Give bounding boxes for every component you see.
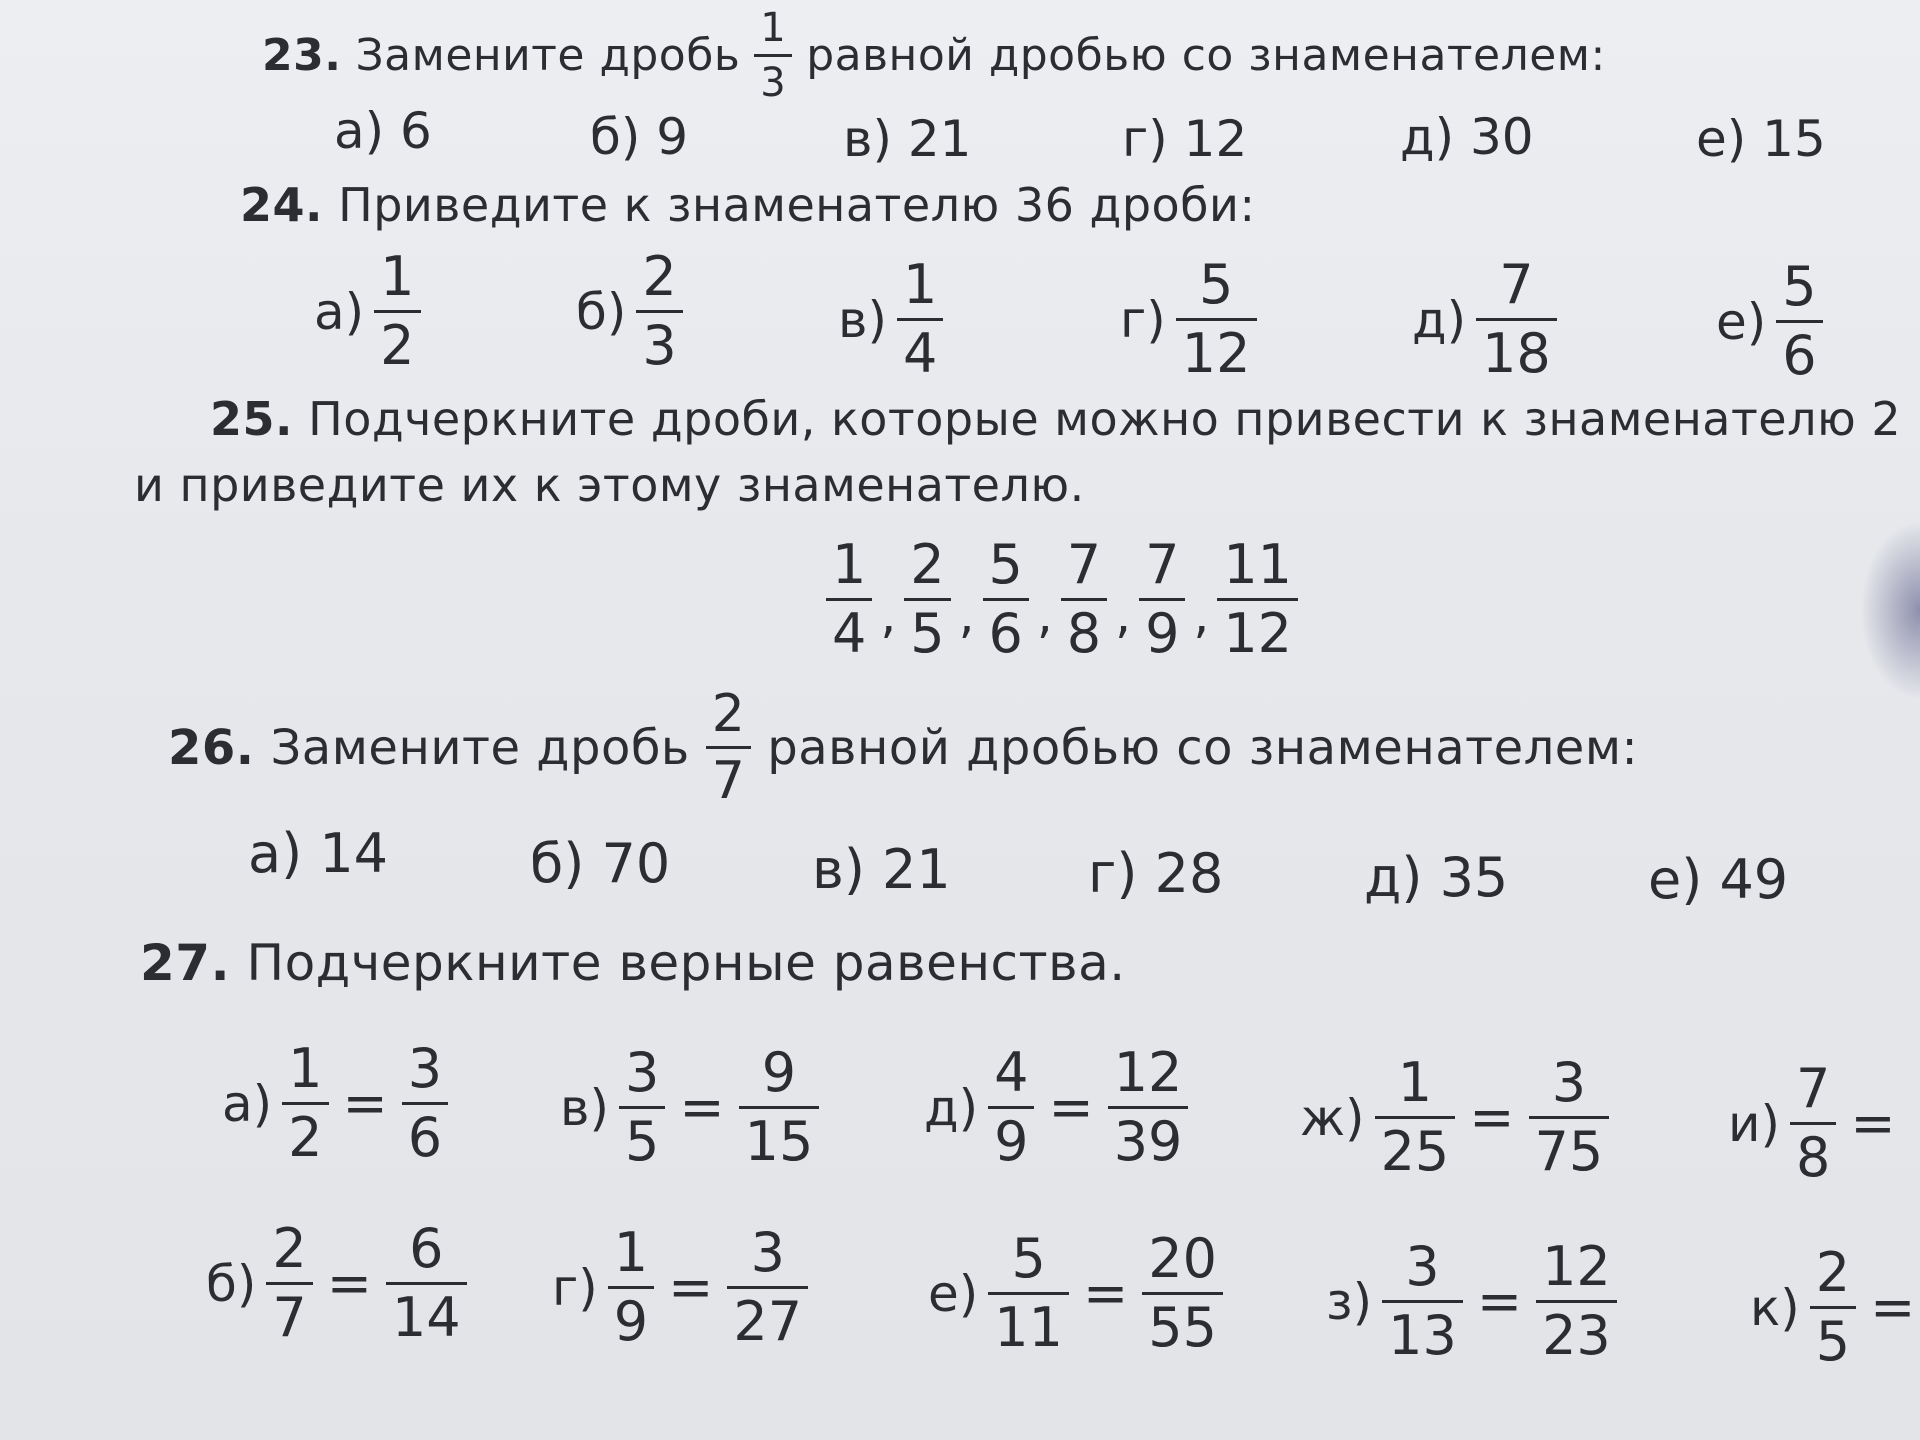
denominator: 4	[902, 322, 938, 385]
numerator: 7	[1066, 533, 1102, 596]
prompt-text: Приведите к знаменателю 36 дроби:	[338, 178, 1256, 232]
equality-item	[206, 1217, 467, 1349]
numerator: 20	[1148, 1227, 1217, 1290]
fraction-item	[1120, 253, 1257, 385]
denominator: 8	[1796, 1126, 1831, 1189]
fraction-bar	[1108, 1106, 1189, 1109]
fraction-bar	[1382, 1300, 1463, 1303]
fraction-bar	[1217, 598, 1298, 601]
denominator: 39	[1113, 1110, 1183, 1173]
numerator: 2	[1815, 1241, 1851, 1304]
fraction	[1108, 1041, 1189, 1173]
fraction-bar	[1142, 1292, 1223, 1295]
fraction	[402, 1037, 448, 1169]
fraction	[826, 533, 872, 665]
fraction	[619, 1041, 665, 1173]
fraction	[1142, 1227, 1223, 1359]
numerator: 12	[1113, 1041, 1183, 1104]
option: в) 21	[812, 838, 951, 901]
numerator: 3	[1551, 1051, 1587, 1114]
option: д) 30	[1400, 108, 1534, 166]
denominator: 6	[1782, 324, 1817, 387]
numerator: 1	[613, 1221, 649, 1284]
option: а) 14	[248, 822, 389, 885]
fraction-bar	[282, 1102, 328, 1105]
numerator: 1	[760, 5, 787, 51]
denominator: 27	[733, 1290, 803, 1353]
equality-item	[1300, 1051, 1609, 1183]
fraction-bar	[266, 1282, 312, 1285]
option: б) 70	[530, 832, 671, 895]
option: г) 12	[1122, 110, 1248, 168]
numerator: 2	[711, 684, 746, 744]
fraction	[727, 1221, 808, 1353]
fraction	[1061, 533, 1107, 665]
fraction-bar	[1176, 318, 1257, 321]
prompt-text: Подчеркните верные равенства.	[246, 934, 1126, 992]
fraction	[739, 1041, 820, 1173]
item-label: в)	[838, 290, 887, 349]
equals-sign: =	[342, 1072, 388, 1135]
numerator: 7	[1145, 533, 1180, 596]
exercise-23-prompt	[262, 5, 1606, 106]
fraction-item	[1716, 255, 1823, 387]
numerator: 9	[761, 1041, 797, 1104]
separator: ,	[880, 585, 897, 644]
numerator: 1	[288, 1037, 323, 1100]
denominator: 15	[744, 1110, 814, 1173]
fraction-item	[1412, 253, 1557, 385]
fraction	[1810, 1241, 1856, 1373]
exercise-24-prompt	[240, 178, 1255, 232]
option: а) 6	[334, 102, 432, 160]
item-label: е)	[1716, 292, 1767, 351]
fraction	[988, 1041, 1034, 1173]
equals-sign: =	[1048, 1076, 1094, 1139]
fraction-bar	[826, 598, 872, 601]
numerator: 1	[902, 253, 938, 316]
numerator: 3	[750, 1221, 785, 1284]
fraction-list	[826, 533, 1298, 665]
separator: ,	[1193, 585, 1210, 644]
item-label: и)	[1728, 1094, 1781, 1153]
fraction-bar	[754, 54, 792, 57]
equality-item	[1728, 1057, 1900, 1189]
fraction	[282, 1037, 328, 1169]
fraction	[1176, 253, 1257, 385]
fraction	[1139, 533, 1185, 665]
exercise-number: 24.	[240, 178, 323, 232]
fraction	[266, 1217, 312, 1349]
fraction-bar	[1139, 598, 1185, 601]
option: д) 35	[1364, 846, 1509, 909]
numerator: 1	[832, 533, 867, 596]
numerator: 5	[988, 533, 1023, 596]
exercise-26-prompt	[168, 684, 1639, 811]
fraction	[706, 684, 752, 811]
item-label: к)	[1750, 1278, 1800, 1337]
fraction	[904, 533, 950, 665]
numerator: 5	[1782, 255, 1817, 318]
fraction	[374, 245, 420, 377]
equals-sign: =	[1476, 1270, 1523, 1333]
fraction	[1382, 1235, 1463, 1367]
separator: ,	[958, 585, 975, 644]
denominator: 3	[642, 314, 677, 377]
equals-sign: =	[1083, 1262, 1129, 1325]
fraction	[983, 533, 1029, 665]
denominator: 3	[760, 60, 787, 106]
fraction-bar	[1790, 1122, 1836, 1125]
fraction-bar	[636, 310, 682, 313]
separator: ,	[1036, 585, 1053, 644]
equality-item	[560, 1041, 819, 1173]
denominator: 18	[1482, 322, 1551, 385]
denominator: 8	[1066, 602, 1102, 665]
fraction-bar	[988, 1106, 1034, 1109]
denominator: 7	[272, 1286, 307, 1349]
fraction-bar	[386, 1282, 467, 1285]
numerator: 3	[1405, 1235, 1440, 1298]
item-label: б)	[576, 282, 627, 341]
prompt-text: равной дробью со знаменателем:	[767, 719, 1639, 776]
fraction-bar	[739, 1106, 820, 1109]
fraction-item	[576, 245, 683, 377]
numerator: 3	[407, 1037, 443, 1100]
equals-sign: =	[326, 1252, 372, 1315]
numerator: 7	[1796, 1057, 1831, 1120]
equality-item	[1326, 1235, 1617, 1367]
denominator: 9	[1145, 602, 1180, 665]
denominator: 75	[1534, 1120, 1604, 1183]
numerator: 2	[642, 245, 677, 308]
fraction-bar	[619, 1106, 665, 1109]
equals-sign: =	[679, 1076, 725, 1139]
prompt-text: Подчеркните дроби, которые можно привести к знаменателю 2	[308, 392, 1902, 446]
option: е) 49	[1648, 848, 1789, 911]
fraction	[386, 1217, 467, 1349]
numerator: 2	[910, 533, 945, 596]
denominator: 12	[1181, 322, 1251, 385]
equality-item	[1750, 1241, 1919, 1373]
item-label: д)	[1412, 290, 1467, 349]
separator: ,	[1115, 585, 1132, 644]
denominator: 23	[1542, 1304, 1611, 1367]
fraction	[1375, 1051, 1456, 1183]
fraction	[754, 5, 792, 106]
fraction	[1536, 1235, 1617, 1367]
denominator: 55	[1148, 1296, 1217, 1359]
fraction-bar	[608, 1286, 654, 1289]
fraction	[1776, 255, 1822, 387]
prompt-text: Замените дробь	[270, 719, 690, 776]
fraction	[608, 1221, 654, 1353]
fraction-bar	[706, 746, 752, 749]
fraction-bar	[1061, 598, 1107, 601]
numerator: 4	[994, 1041, 1029, 1104]
denominator: 6	[988, 602, 1023, 665]
numerator: 5	[1011, 1227, 1046, 1290]
equality-item	[928, 1227, 1223, 1359]
denominator: 2	[288, 1106, 323, 1169]
item-label: г)	[552, 1258, 598, 1317]
fraction-bar	[904, 598, 950, 601]
fraction-bar	[727, 1286, 808, 1289]
fraction-bar	[983, 598, 1029, 601]
item-label: а)	[314, 282, 365, 341]
fraction	[1217, 533, 1298, 665]
item-label: а)	[222, 1074, 273, 1133]
numerator: 1	[1397, 1051, 1433, 1114]
denominator: 25	[1380, 1120, 1450, 1183]
item-label: д)	[924, 1078, 979, 1137]
numerator: 11	[1223, 533, 1293, 596]
fraction	[988, 1227, 1069, 1359]
numerator: 1	[380, 245, 415, 308]
option: в) 21	[843, 110, 972, 168]
numerator: 12	[1542, 1235, 1611, 1298]
equality-item	[924, 1041, 1188, 1173]
item-label: з)	[1326, 1272, 1373, 1331]
exercise-25-prompt	[210, 392, 1901, 446]
prompt-text: Замените дробь	[355, 30, 741, 81]
denominator: 9	[994, 1110, 1029, 1173]
numerator: 5	[1198, 253, 1234, 316]
option: е) 15	[1696, 110, 1826, 168]
denominator: 12	[1223, 602, 1293, 665]
equality-item	[222, 1037, 448, 1169]
item-label: в)	[560, 1078, 609, 1137]
exercise-25-prompt-line2: и приведите их к этому знаменателю.	[134, 458, 1085, 512]
denominator: 5	[1815, 1310, 1851, 1373]
exercise-27-prompt	[140, 934, 1126, 992]
denominator: 7	[711, 751, 746, 811]
equality-item	[552, 1221, 808, 1353]
denominator: 5	[624, 1110, 660, 1173]
option: б) 9	[590, 108, 689, 166]
denominator: 11	[994, 1296, 1063, 1359]
numerator: 2	[272, 1217, 307, 1280]
equals-sign: =	[1870, 1276, 1916, 1339]
fraction-bar	[1810, 1306, 1856, 1309]
numerator: 7	[1499, 253, 1534, 316]
equals-sign: =	[1850, 1092, 1896, 1155]
fraction-bar	[374, 310, 420, 313]
equals-sign: =	[1469, 1086, 1515, 1149]
exercise-number: 23.	[262, 30, 342, 81]
item-label: б)	[206, 1254, 257, 1313]
option: г) 28	[1088, 842, 1224, 905]
fraction	[897, 253, 943, 385]
exercise-number: 27.	[140, 934, 231, 992]
fraction-bar	[988, 1292, 1069, 1295]
exercise-number: 25.	[210, 392, 293, 446]
fraction-bar	[1536, 1300, 1617, 1303]
denominator: 4	[832, 602, 867, 665]
fraction	[1529, 1051, 1610, 1183]
numerator: 3	[624, 1041, 660, 1104]
numerator: 6	[409, 1217, 444, 1280]
prompt-text: равной дробью со знаменателем:	[806, 30, 1606, 81]
fraction	[636, 245, 682, 377]
denominator: 9	[613, 1290, 649, 1353]
denominator: 13	[1388, 1304, 1457, 1367]
finger-shadow	[1860, 520, 1920, 700]
equals-sign: =	[668, 1256, 714, 1319]
fraction-bar	[1476, 318, 1557, 321]
fraction-bar	[402, 1102, 448, 1105]
fraction-bar	[1776, 320, 1822, 323]
fraction-item	[838, 253, 943, 385]
fraction-bar	[1375, 1116, 1456, 1119]
fraction-bar	[897, 318, 943, 321]
denominator: 5	[910, 602, 945, 665]
item-label: г)	[1120, 290, 1166, 349]
fraction-item	[314, 245, 421, 377]
denominator: 2	[380, 314, 415, 377]
item-label: ж)	[1300, 1088, 1365, 1147]
denominator: 6	[407, 1106, 443, 1169]
exercise-number: 26.	[168, 719, 255, 776]
fraction	[1790, 1057, 1836, 1189]
fraction	[1476, 253, 1557, 385]
denominator: 14	[391, 1286, 461, 1349]
item-label: е)	[928, 1264, 979, 1323]
fraction-bar	[1529, 1116, 1610, 1119]
